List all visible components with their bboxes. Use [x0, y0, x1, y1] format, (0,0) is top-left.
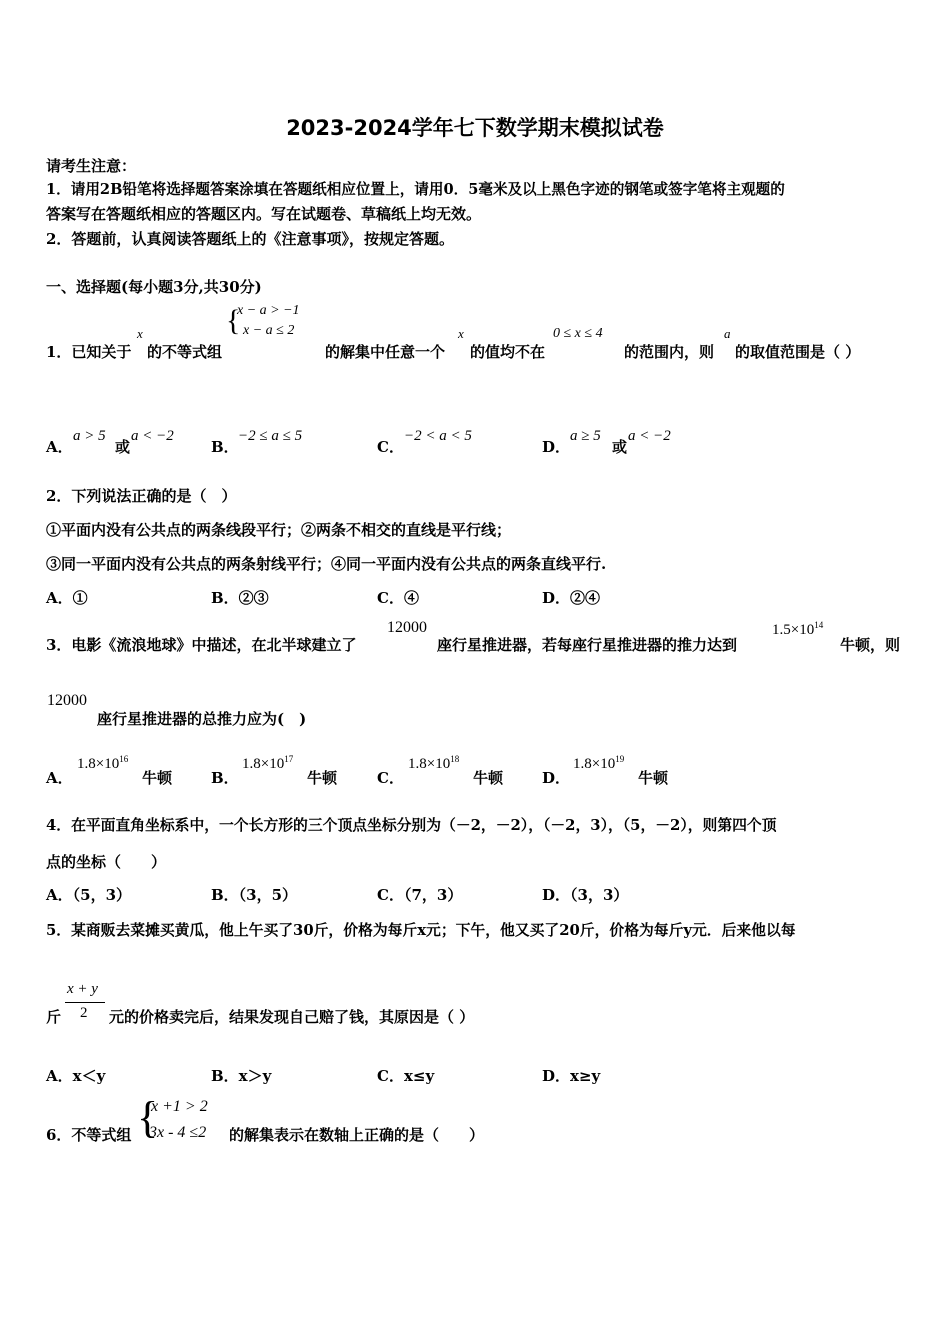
q4-option-d[interactable]: D．（3，3）	[542, 886, 629, 904]
q3-force-base: 1.5×10	[772, 622, 815, 638]
q3-option-c-base: 1.8×10	[408, 756, 451, 772]
q1-system-brace: {	[226, 304, 241, 337]
q1-option-b-label: B．	[211, 438, 239, 456]
q5-option-a[interactable]: A．x＜y	[46, 1067, 106, 1085]
section-heading: 一、选择题(每小题3分,共30分)	[46, 278, 262, 296]
q4-option-a[interactable]: A．（5，3）	[46, 886, 132, 904]
q4-line-2: 点的坐标（ ）	[46, 853, 167, 871]
q1-option-c-label: C．	[377, 438, 404, 456]
q1-text-1: 1．已知关于	[46, 343, 132, 361]
q6-system-bottom: 3x - 4 ≤2	[149, 1124, 207, 1141]
q5-option-c[interactable]: C．x≤y	[377, 1067, 435, 1085]
q3-option-c-unit: 牛顿	[473, 769, 504, 787]
q1-option-a-label: A．	[46, 438, 73, 456]
q1-var-x: x	[137, 326, 143, 341]
q3-option-c-label: C．	[377, 769, 404, 787]
q3-option-b-unit: 牛顿	[307, 769, 338, 787]
q3-text-3: 牛顿，则	[840, 636, 901, 654]
q3-option-b-label: B．	[211, 769, 239, 787]
q3-option-d-exp: 19	[615, 754, 625, 764]
q6-system-brace: {	[137, 1093, 159, 1142]
q4-line-1: 4．在平面直角坐标系中，一个长方形的三个顶点坐标分别为（－2，－2），（－2，3），（5，－2），则第四个顶	[46, 817, 777, 834]
q1-system-bottom: x − a ≤ 2	[243, 323, 295, 338]
q2-option-a[interactable]: A．①	[46, 589, 88, 607]
q2-statement-2: ③同一平面内没有公共点的两条射线平行；④同一平面内没有公共点的两条直线平行.	[46, 555, 607, 573]
q3-force	[772, 620, 823, 639]
q1-option-d-math-1: a ≥ 5	[570, 428, 601, 444]
notice-heading: 请考生注意：	[46, 157, 137, 175]
notice-line-2: 2．答题前，认真阅读答题纸上的《注意事项》，按规定答题。	[46, 230, 454, 248]
notice-line-1b: 答案写在答题纸相应的答题区内。写在试题卷、草稿纸上均无效。	[46, 205, 482, 223]
q3-force-exp: 14	[814, 620, 824, 630]
q3-option-a-value	[77, 754, 128, 773]
q3-option-a-label: A．	[46, 769, 73, 787]
q3-option-b-value	[242, 754, 293, 773]
q1-option-d-label: D．	[542, 438, 571, 456]
q3-option-a-exp: 16	[119, 754, 129, 764]
notice-line-1: 1．请用2B铅笔将选择题答案涂填在答题纸相应位置上，请用0．5毫米及以上黑色字迹的钢笔或签字笔将主观题的	[46, 181, 785, 198]
q5-option-b[interactable]: B．x＞y	[211, 1067, 272, 1085]
q1-var-a: a	[724, 326, 731, 341]
q5-fraction-denominator: 2	[80, 1005, 88, 1021]
q3-option-b-base: 1.8×10	[242, 756, 285, 772]
q1-option-c-math: −2 < a < 5	[404, 428, 472, 444]
q3-option-a-base: 1.8×10	[77, 756, 120, 772]
q1-option-a-math-2: a < −2	[131, 428, 174, 444]
q3-text-2: 座行星推进器，若每座行星推进器的推力达到	[437, 636, 738, 654]
q2-stem: 2．下列说法正确的是（ ）	[46, 487, 237, 505]
q2-option-b[interactable]: B．②③	[211, 589, 269, 607]
q1-text-6: 的取值范围是（ ）	[735, 343, 861, 361]
q6-text-1: 6．不等式组	[46, 1126, 132, 1144]
q3-option-d-value	[573, 754, 624, 773]
q5-fraction-bar	[65, 1002, 105, 1003]
q1-text-2: 的不等式组	[147, 343, 223, 361]
q3-text-4: 座行星推进器的总推力应为( )	[97, 710, 307, 728]
q3-option-c-value	[408, 754, 459, 773]
q3-text-1: 3．电影《流浪地球》中描述，在北半球建立了	[46, 636, 357, 654]
q3-option-d-unit: 牛顿	[638, 769, 669, 787]
q6-system-top: x +1 > 2	[151, 1098, 208, 1115]
q2-option-c[interactable]: C．④	[377, 589, 419, 607]
q1-var-x2: x	[458, 326, 464, 341]
q3-option-b-exp: 17	[284, 754, 294, 764]
q5-text-1: 斤	[46, 1008, 62, 1026]
q3-number-2: 12000	[47, 692, 87, 709]
q5-fraction-numerator: x + y	[67, 981, 98, 997]
q1-range: 0 ≤ x ≤ 4	[553, 326, 603, 341]
q1-option-b-math: −2 ≤ a ≤ 5	[238, 428, 303, 444]
q3-option-d-label: D．	[542, 769, 571, 787]
q3-option-c-exp: 18	[450, 754, 460, 764]
q5-text-2: 元的价格卖完后，结果发现自己赔了钱，其原因是（ ）	[109, 1008, 475, 1026]
q3-option-d-base: 1.8×10	[573, 756, 616, 772]
q1-text-3: 的解集中任意一个	[325, 343, 446, 361]
q2-statement-1: ①平面内没有公共点的两条线段平行；②两条不相交的直线是平行线；	[46, 521, 512, 539]
q1-system-top: x − a > −1	[237, 303, 300, 318]
q6-text-2: 的解集表示在数轴上正确的是（ ）	[229, 1126, 485, 1144]
q3-number-1: 12000	[387, 619, 427, 636]
q1-option-d-or: 或	[612, 438, 628, 456]
q1-option-a-or: 或	[115, 438, 131, 456]
q1-option-a-math-1: a > 5	[73, 428, 106, 444]
page-title: 2023-2024学年七下数学期末模拟试卷	[286, 116, 664, 140]
q3-option-a-unit: 牛顿	[142, 769, 173, 787]
q5-option-d[interactable]: D．x≥y	[542, 1067, 601, 1085]
q2-option-d[interactable]: D．②④	[542, 589, 601, 607]
q5-line-1: 5．某商贩去菜摊买黄瓜，他上午买了30斤，价格为每斤x元；下午，他又买了20斤，价格为每斤y元．后来他以每	[46, 922, 796, 939]
q1-text-5: 的范围内，则	[624, 343, 715, 361]
q1-option-d-math-2: a < −2	[628, 428, 671, 444]
q4-option-b[interactable]: B．（3，5）	[211, 886, 298, 904]
q1-text-4: 的值均不在	[470, 343, 546, 361]
q4-option-c[interactable]: C．（7，3）	[377, 886, 463, 904]
